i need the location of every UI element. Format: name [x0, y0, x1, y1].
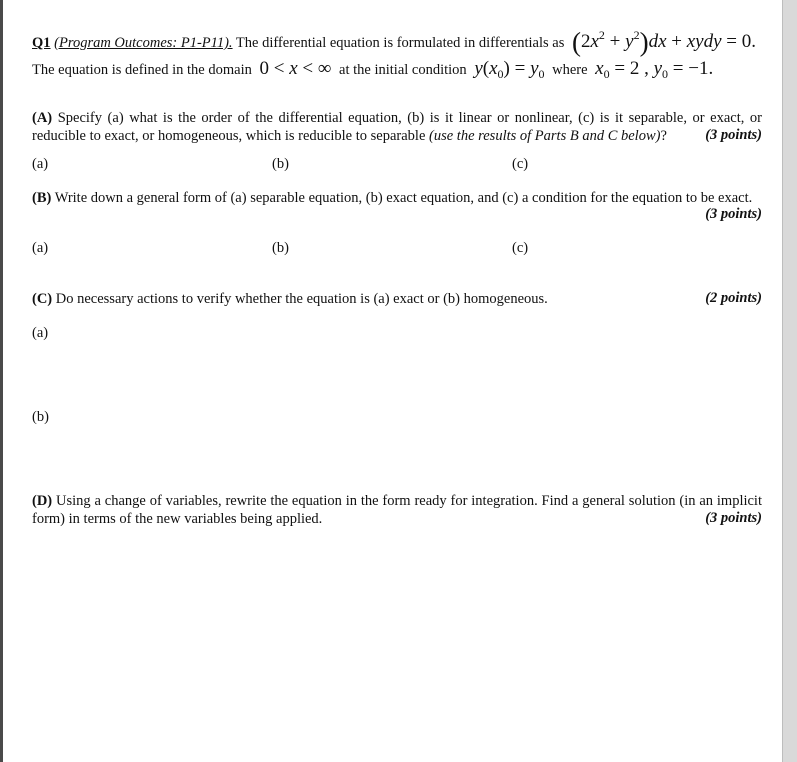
part-a-text-line2: reducible to exact, or homogeneous, which is reducible to separable (use the results of Parts B and C below)?: [32, 128, 667, 144]
part-c-points: (2 points): [705, 290, 762, 306]
part-b-label-b: (b): [272, 240, 289, 256]
document-page: [32, 0, 770, 762]
part-b-label-c: (c): [512, 240, 529, 256]
part-a-text-line1: (A) Specify (a) what is the order of the differential equation, (b) is it linear or nonlinear, (c) is it separable, or exact, or: [32, 110, 763, 126]
part-b-tag: (B): [32, 190, 52, 206]
part-c-label-a: (a): [32, 325, 49, 341]
part-a-label-b: (b): [272, 156, 289, 172]
initial-condition: $y(x_0) = y_0$: [474, 58, 545, 81]
part-c-label-b: (b): [32, 409, 49, 425]
part-b-points: (3 points): [705, 206, 762, 222]
part-a-tag: (A): [32, 110, 53, 126]
left-edge: [0, 0, 3, 762]
part-a-label-c: (c): [512, 156, 529, 172]
q1-statement-line2: The equation is defined in the domain 0 < x < ∞ at the initial condition $y(x_0) = y_0$ where $x_0 = 2$ , $y_0 = -1$.: [32, 58, 714, 81]
part-d-tag: (D): [32, 493, 53, 509]
part-b-text-line1: (B) Write down a general form of (a) separable equation, (b) exact equation, and (c) a condition for the equation to be exact.: [32, 190, 753, 206]
part-b-label-a: (a): [32, 240, 49, 256]
part-c-text-line1: (C) Do necessary actions to verify whether the equation is (a) exact or (b) homogeneous.: [32, 291, 548, 307]
part-d-points: (3 points): [705, 510, 762, 526]
differential-equation: $(2x^2 + y^2)dx$ + xydy = 0.: [571, 27, 757, 57]
q1-intro: The differential equation is formulated in differentials as: [235, 35, 565, 51]
part-c-tag: (C): [32, 291, 53, 307]
q1-statement-line1: [32, 26, 757, 57]
program-outcomes: (Program Outcomes: P1-P11).: [54, 35, 233, 51]
question-number: Q1: [32, 35, 51, 51]
scrollbar-track[interactable]: [782, 0, 797, 762]
domain: 0 < x < ∞: [259, 58, 332, 79]
part-d-text-line2: form) in terms of the new variables being applied.: [32, 511, 323, 527]
part-a-label-a: (a): [32, 156, 49, 172]
initial-values: $x_0 = 2$ , $y_0 = -1$.: [595, 58, 714, 81]
part-d-text-line1: (D) Using a change of variables, rewrite the equation in the form ready for integration. Find a general solution (in an implicit: [32, 493, 762, 509]
part-a-points: (3 points): [705, 127, 762, 143]
